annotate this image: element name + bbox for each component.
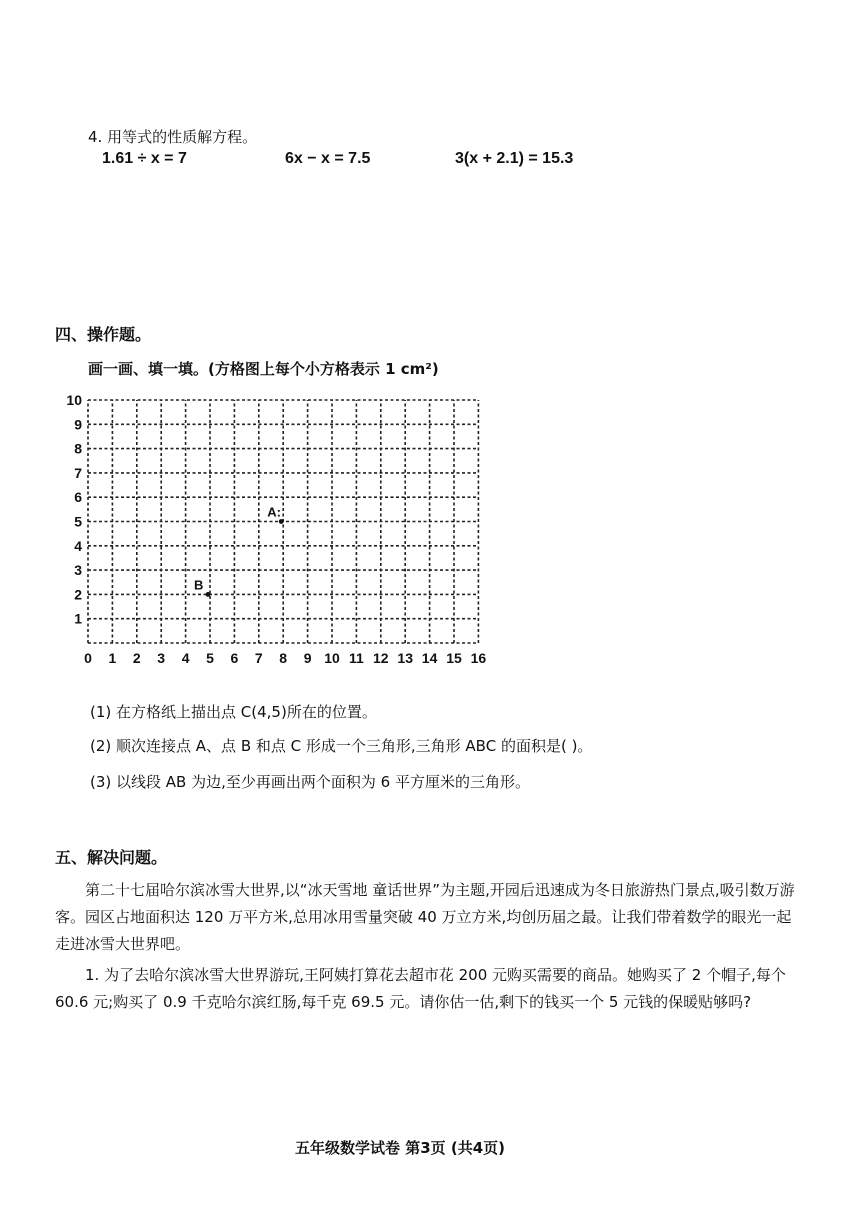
x-axis-labels [84, 650, 486, 666]
coordinate-grid[interactable] [58, 390, 488, 670]
y-tick-label: 4 [74, 537, 82, 554]
y-tick-label: 6 [74, 489, 82, 506]
equation-3: 3(x + 2.1) = 15.3 [455, 150, 574, 167]
x-tick-label: 4 [181, 650, 190, 666]
y-tick-label: 8 [74, 440, 82, 457]
x-tick-label: 0 [84, 650, 92, 666]
x-tick-label: 5 [206, 650, 214, 666]
x-tick-label: 11 [348, 650, 364, 666]
section-5-intro [55, 877, 795, 958]
problem-1-text: 1. 为了去哈尔滨冰雪大世界游玩,王阿姨打算花去超市花 200 元购买需要的商品。她购买了 2 个帽子,每个 60.6 元;购买了 0.9 千克哈尔滨红肠,每千克 69.5 元。请你估一估,剩下的钱买一个 5 元钱的保暖贴够吗? [55, 966, 786, 1011]
x-tick-label: 2 [132, 650, 141, 666]
x-tick-label: 10 [324, 650, 340, 666]
y-tick-label: 3 [74, 562, 82, 579]
x-tick-label: 15 [446, 650, 462, 666]
y-tick-label: 7 [74, 464, 82, 481]
y-tick-label: 5 [74, 513, 82, 530]
item-1: (1) 在方格纸上描出点 C(4,5)所在的位置。 [90, 703, 377, 721]
y-tick-label: 9 [74, 416, 82, 433]
y-tick-label: 1 [74, 610, 82, 627]
page-footer: 五年级数学试卷 第3页 (共4页) [295, 1139, 506, 1157]
point-label: B [194, 577, 204, 593]
x-tick-label: 16 [470, 650, 487, 666]
item-3: (3) 以线段 AB 为边,至少再画出两个面积为 6 平方厘米的三角形。 [90, 773, 530, 791]
section-4-instruction: 画一画、填一填。(方格图上每个小方格表示 1 cm²) [88, 360, 439, 378]
section-5-heading: 五、解决问题。 [55, 848, 168, 867]
y-axis-labels [66, 392, 82, 627]
equation-1: 1.61 ÷ x = 7 [102, 150, 187, 167]
grid-points [194, 505, 284, 597]
x-tick-label: 9 [303, 650, 312, 666]
x-tick-label: 13 [397, 650, 413, 666]
equation-2: 6x − x = 7.5 [285, 150, 371, 167]
x-tick-label: 1 [108, 650, 117, 666]
x-tick-label: 6 [230, 650, 239, 666]
question-4-title: 4. 用等式的性质解方程。 [88, 128, 258, 146]
point-dot [206, 592, 211, 597]
x-tick-label: 8 [279, 650, 288, 666]
coordinate-grid-svg[interactable] [58, 390, 488, 670]
section-5-intro-text: 第二十七届哈尔滨冰雪大世界,以“冰天雪地 童话世界”为主题,开园后迅速成为冬日旅游热门景点,吸引数万游客。园区占地面积达 120 万平方米,总用冰用雪量突破 40 万立方米,均创历届之最。让我们带着数学的眼光一起走进冰雪大世界吧。 [55, 881, 795, 953]
x-tick-label: 12 [373, 650, 389, 666]
y-tick-label: 10 [66, 392, 82, 408]
point-dot [279, 519, 284, 524]
x-tick-label: 3 [157, 650, 166, 666]
item-2: (2) 顺次连接点 A、点 B 和点 C 形成一个三角形,三角形 ABC 的面积是( )。 [90, 737, 593, 755]
x-tick-label: 7 [254, 650, 263, 666]
y-tick-label: 2 [74, 586, 82, 603]
point-label: A: [267, 504, 281, 520]
problem-1 [55, 962, 795, 1016]
section-4-heading: 四、操作题。 [55, 325, 152, 344]
x-tick-label: 14 [421, 650, 438, 666]
